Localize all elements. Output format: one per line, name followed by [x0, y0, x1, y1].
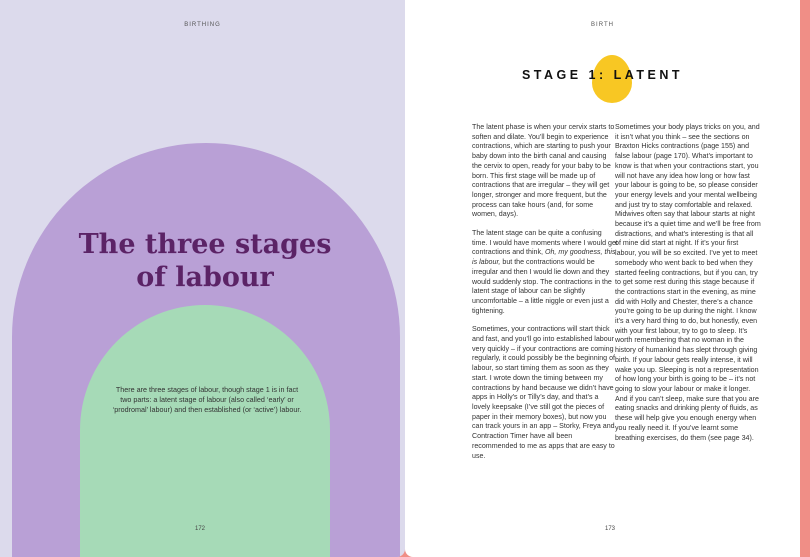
- page-number-right: 173: [604, 526, 615, 532]
- paragraph: The latent phase is when your cervix starts to soften and dilate. You’ll begin to experience contractions, which are starting to push your baby down into the birth canal and causing the cervix to open, ready for your baby to be born. This first stage will be made up of contractions that are irregular – they will get longer, stronger and more frequent, but the process can take hours (and, for some women, days).: [472, 123, 615, 219]
- italic-quote: Oh, my goodness, this is labour,: [472, 248, 616, 267]
- right-page: [405, 0, 800, 557]
- paragraph: Sometimes, your contractions will start thick and fast, and you’ll go into established labour very quickly – if your contractions are coming regularly, it could possibly be the beginning of labour, so start timing them as soon as they start. I wrote down the timing between my contractions by hand because we didn’t have apps in Holly’s or Tilly’s day, and that’s a lovely keepsake (I’ve still got the pieces of paper in their memory boxes), but now you can track yours in an app – Storky, Freya and Contraction Timer have all been recommended to me as apps that are easy to use.: [472, 325, 616, 460]
- page-number-left: 172: [194, 526, 205, 532]
- paragraph: Sometimes your body plays tricks on you, and it isn’t what you think – see the sections on Braxton Hicks contractions (page 155) and false labour (page 170). What’s important to know is that when your contractions start, you will not have any idea how long or how fast your labour is going to be, so please consider your energy levels and your mental wellbeing and just try to stay comfortable and relaxed. Midwives often say that labour starts at night because it’s a quiet time and we’ll be free from distractions, and what’s interesting is that all of mine did start at night. If it’s your first labour, you will be so excited. I’ve yet to meet somebody who went back to bed when they started feeling contractions, but if you can, try to get some rest during this stage because if the contractions start in the evening, as mine did with Holly and Chester, there’s a chance you’re going to be up during the night. I know it’s a very hard thing to do, but honestly, even with your first labour, try to go to sleep. It’s worth remembering that no woman in the history of humankind has slept through giving birth. If your labour gets really intense, it will wake you up. Sleeping is not a representation of how long your birth is going to be – it’s not going to slow your labour or make it longer. And if you can’t sleep, make sure that you are eating snacks and drinking plenty of fluids, as these will help give you enough energy when you really need it. If you’ve learnt some breathing exercises, do them (see page 34).: [615, 123, 761, 442]
- running-head-right: BIRTH: [591, 22, 614, 28]
- chapter-title-line-2: of labour: [136, 262, 274, 293]
- text-column-2: [615, 123, 761, 452]
- paragraph: The latent stage can be quite a confusing time. I would have moments where I would get contractions and think, Oh, my goodness, this is labour, but the contractions would be irregular and then I would lie down and they would suddenly stop. The contractions in the latent stage of labour can be slightly uncomfortable – a little niggle or even just a tightening.: [472, 229, 618, 315]
- green-arch-shape: [80, 305, 330, 557]
- section-title: STAGE 1: LATENT: [521, 68, 684, 82]
- text-column-1: [472, 123, 618, 470]
- chapter-title: [40, 228, 370, 294]
- intro-paragraph: There are three stages of labour, though stage 1 is in fact two parts: a latent stage of labour (also called ‘early’ or ‘prodromal’ labour) and then established (or ‘active’) labour.: [112, 385, 302, 414]
- chapter-title-line-1: The three stages: [78, 229, 332, 260]
- running-head-left: BIRTHING: [184, 22, 221, 28]
